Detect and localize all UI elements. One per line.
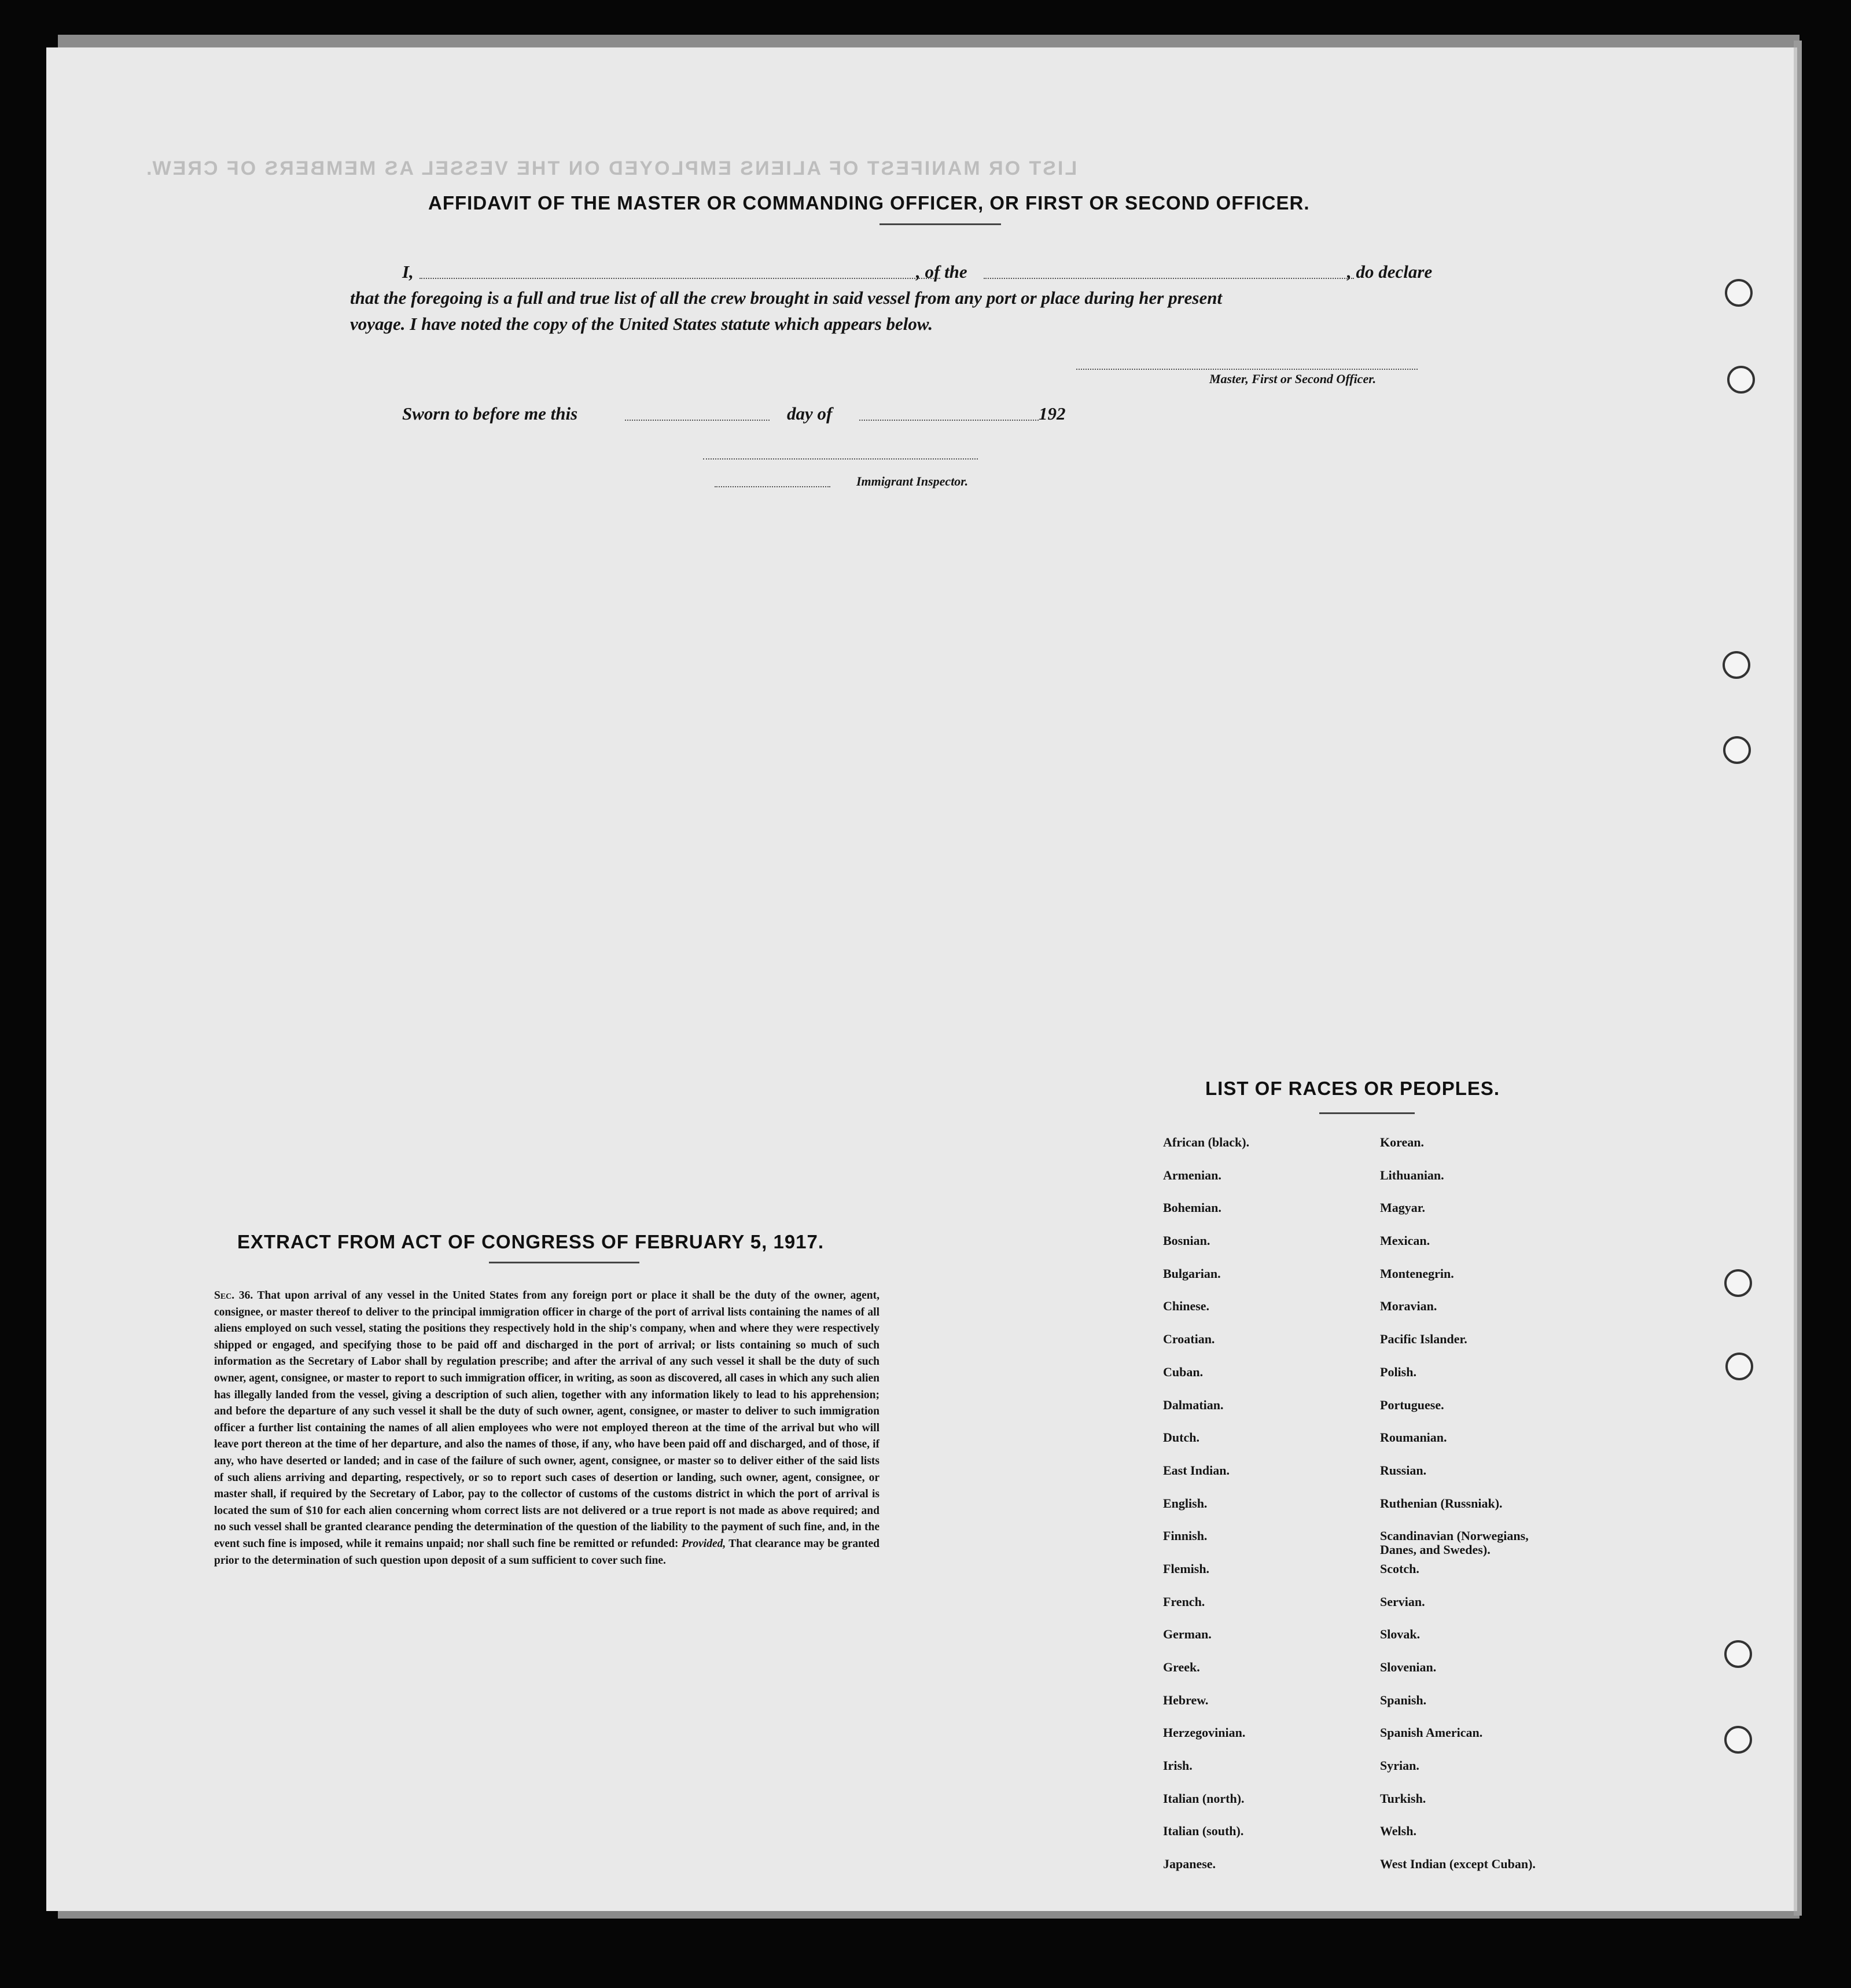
inspector-signature-line-2	[715, 486, 830, 487]
sworn-prefix: Sworn to before me this	[402, 403, 578, 424]
race-item: Bulgarian.	[1163, 1266, 1221, 1281]
race-item: Irish.	[1163, 1758, 1193, 1773]
extract-body-part-1: That upon arrival of any vessel in the United States from any foreign port or place it shall be the duty of the owner, agent, consignee, or master thereof to deliver to the principal immigration officer in charge of the port of arrival lists containing the names of all aliens employed on such vessel, stating the positions they respectively hold in the ship's company, when and where they were respectively shipped or engaged, and specifying those to be paid off and discharged in the port of arrival; or lists containing so much of such information as the Secretary of Labor shall by regulation prescribe; and after the arrival of any such vessel it shall be the duty of such owner, agent, consignee, or master to report to such immigration officer, in writing, as soon as discovered, all cases in which any such alien has illegally landed from the vessel, giving a description of such alien, together with any information likely to lead to his apprehension; and before the departure of any such vessel it shall be the duty of such owner, agent, consignee, or master to deliver to such immigration officer a further list containing the names of all alien employees who were not employed thereon at the time of the arrival but who will leave port thereon at the time of her departure, and also the names of those, if any, who have been paid off and discharged, and of those, if any, who have deserted or landed; and in case of the failure of such owner, agent, consignee, or master so to deliver either of the said lists of such aliens arriving and departing, respectively, or so to report such cases of desertion or landing, such owner, agent, consignee, or master shall, if required by the Secretary of Labor, pay to the collector of customs of the customs district in which the port of arrival is located the sum of $10 for each alien concerning whom correct lists are not delivered or a true report is not made as above required; and no such vessel shall be granted clearance pending the determination of the question of the liability to the payment of such fine, and, in the event such fine is imposed, while it remains unpaid; nor shall such fine be remitted or refunded:	[214, 1289, 879, 1550]
race-item: Scandinavian (Norwegians, Danes, and Swedes).	[1380, 1528, 1529, 1557]
inspector-caption: Immigrant Inspector.	[856, 474, 969, 488]
binder-hole	[1724, 1640, 1752, 1668]
races-title-rule	[1319, 1112, 1415, 1114]
race-item: Croatian.	[1163, 1332, 1215, 1347]
declaration-line-2: that the foregoing is a full and true list of all the crew brought in said vessel from any port or place during her present	[350, 288, 1223, 308]
race-item: Scotch.	[1380, 1561, 1419, 1576]
declaration-i: I,	[402, 262, 414, 282]
races-title: LIST OF RACES OR PEOPLES.	[1205, 1078, 1500, 1099]
binder-hole	[1723, 651, 1750, 679]
race-item: Chinese.	[1163, 1299, 1210, 1314]
race-item: Ruthenian (Russniak).	[1380, 1495, 1503, 1511]
race-item: Russian.	[1380, 1462, 1427, 1478]
binder-hole	[1724, 1269, 1752, 1297]
race-item: African (black).	[1163, 1135, 1250, 1149]
sworn-day-of: day of	[787, 403, 833, 424]
master-signature-line[interactable]	[1076, 369, 1418, 370]
race-item: Moravian.	[1380, 1299, 1437, 1314]
races-left-column	[1163, 1136, 1249, 1890]
race-item: Roumanian.	[1380, 1430, 1447, 1445]
race-item: Welsh.	[1380, 1824, 1416, 1839]
extract-title: EXTRACT FROM ACT OF CONGRESS OF FEBRUARY 5, 1917.	[237, 1231, 825, 1252]
race-item: Cuban.	[1163, 1364, 1204, 1379]
race-item: Magyar.	[1380, 1200, 1426, 1215]
race-item: Pacific Islander.	[1380, 1332, 1467, 1347]
sworn-year: 192	[1039, 403, 1066, 424]
extract-body	[214, 1288, 879, 1569]
extract-provided-word: Provided,	[681, 1537, 726, 1550]
binder-hole	[1724, 1726, 1752, 1754]
sworn-day-field[interactable]	[625, 420, 770, 421]
race-item: Finnish.	[1163, 1528, 1208, 1544]
extract-section-label: Sec. 36.	[214, 1289, 253, 1302]
race-item: Dutch.	[1163, 1430, 1199, 1445]
race-item: French.	[1163, 1594, 1205, 1609]
race-item: Servian.	[1380, 1594, 1425, 1609]
vessel-name-field[interactable]	[984, 278, 1354, 279]
race-item: Armenian.	[1163, 1167, 1221, 1182]
race-item: Montenegrin.	[1380, 1266, 1454, 1281]
race-item: Herzegovinian.	[1163, 1725, 1246, 1740]
race-item: Bohemian.	[1163, 1200, 1221, 1215]
race-item: Dalmatian.	[1163, 1397, 1224, 1412]
extract-body-part-2: That clearance may be granted prior to the determination of such question upon deposit of a sum sufficient to cover such fine.	[214, 1537, 879, 1567]
race-item: Syrian.	[1380, 1758, 1419, 1773]
race-item: Flemish.	[1163, 1561, 1210, 1576]
binder-hole	[1725, 279, 1753, 307]
declaration-do-declare: , do declare	[1347, 262, 1433, 282]
race-item: Hebrew.	[1163, 1692, 1209, 1707]
officer-name-field[interactable]	[419, 278, 940, 279]
race-item: Polish.	[1380, 1364, 1416, 1379]
race-item: Turkish.	[1380, 1791, 1426, 1806]
extract-title-rule	[489, 1262, 639, 1263]
races-right-column	[1380, 1136, 1559, 1890]
binder-hole	[1727, 366, 1755, 394]
race-item: English.	[1163, 1495, 1208, 1511]
race-item: West Indian (except Cuban).	[1380, 1857, 1536, 1872]
race-item: Japanese.	[1163, 1857, 1216, 1872]
race-item: Slovenian.	[1380, 1660, 1437, 1674]
race-item: Spanish.	[1380, 1692, 1427, 1707]
race-item: Slovak.	[1380, 1627, 1421, 1642]
document-page	[46, 47, 1797, 1911]
race-item: Mexican.	[1380, 1233, 1430, 1248]
bleed-through-header: LIST OR MANIFEST OF ALIENS EMPLOYED ON THE VESSEL AS MEMBERS OF CREW.	[145, 157, 1077, 179]
race-item: Italian (north).	[1163, 1791, 1245, 1806]
master-signature-caption: Master, First or Second Officer.	[1209, 372, 1377, 386]
race-item: Portuguese.	[1380, 1397, 1444, 1412]
binder-hole	[1723, 736, 1751, 764]
declaration-line-3: voyage. I have noted the copy of the United States statute which appears below.	[350, 314, 933, 334]
declaration-of-the: , of the	[916, 262, 967, 282]
race-item: Italian (south).	[1163, 1824, 1244, 1839]
race-item: Spanish American.	[1380, 1725, 1483, 1740]
binder-hole	[1725, 1353, 1753, 1380]
race-item: Korean.	[1380, 1135, 1424, 1149]
race-item: Bosnian.	[1163, 1233, 1210, 1248]
sworn-month-field[interactable]	[859, 420, 1039, 421]
race-item: Greek.	[1163, 1660, 1200, 1674]
race-item: East Indian.	[1163, 1462, 1230, 1478]
affidavit-title-rule	[879, 223, 1001, 225]
race-item: German.	[1163, 1627, 1212, 1642]
race-item: Lithuanian.	[1380, 1167, 1444, 1182]
affidavit-title: AFFIDAVIT OF THE MASTER OR COMMANDING OFFICER, OR FIRST OR SECOND OFFICER.	[428, 192, 1310, 214]
inspector-signature-line[interactable]	[703, 458, 978, 460]
